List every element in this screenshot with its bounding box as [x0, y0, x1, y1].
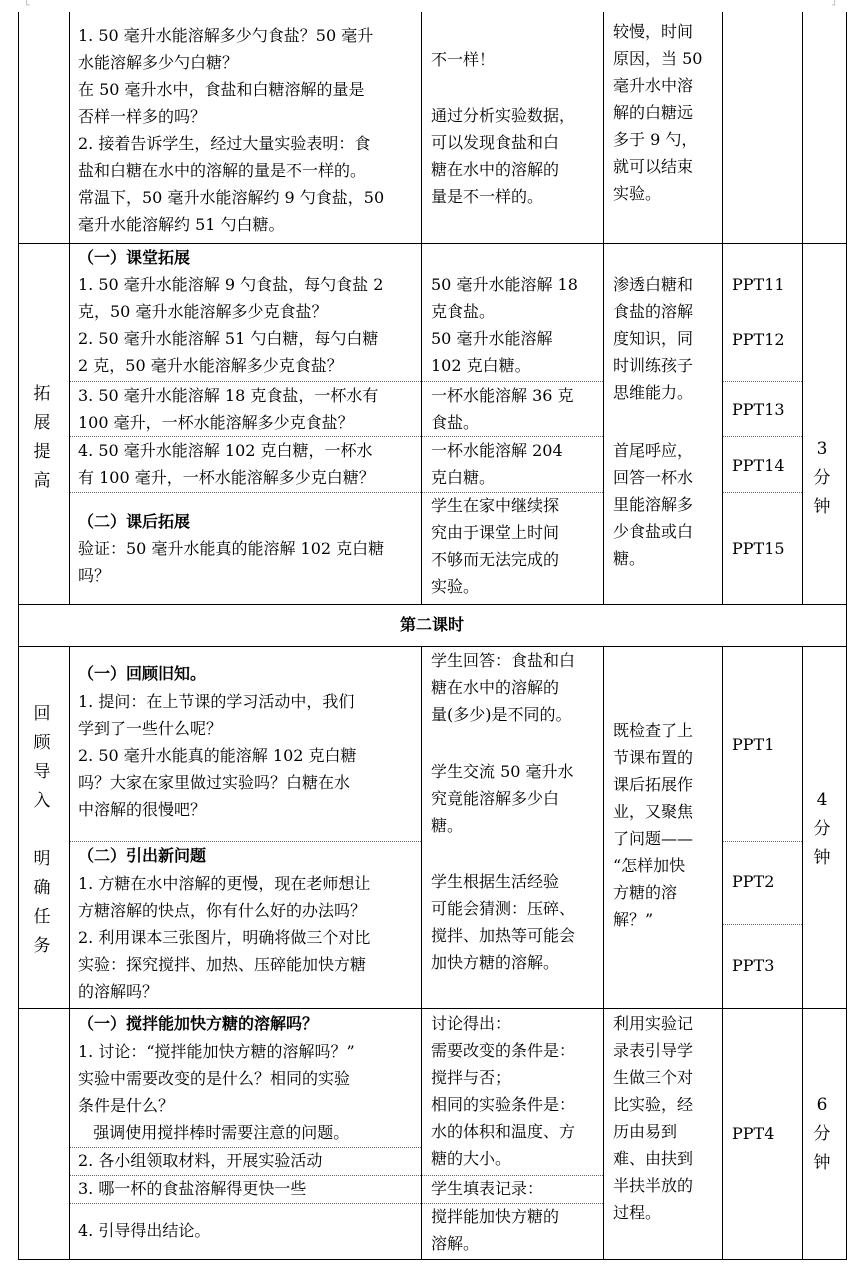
- vertical-char: 分: [813, 468, 831, 488]
- text-line: 糖的大小。: [431, 1149, 512, 1168]
- teacher-activity-text: [78, 1147, 322, 1174]
- vertical-char: 入: [33, 791, 51, 811]
- teacher-activity-text: [78, 271, 383, 379]
- stage-label: [32, 380, 52, 496]
- student-activity-text: [431, 1010, 575, 1172]
- text-line: 中溶解的很慢吧？: [78, 800, 207, 819]
- text-line: 加快方糖的溶解。: [431, 953, 560, 972]
- ppt-label: PPT14: [732, 456, 785, 475]
- text-line: 思维能力。: [613, 383, 694, 402]
- ppt-label: PPT1: [732, 735, 775, 754]
- student-activity-text: [431, 1203, 559, 1257]
- text-line: （一）课堂拓展: [78, 248, 191, 267]
- text-line: （二）引出新问题: [78, 846, 207, 865]
- text-line: 克食盐。: [431, 302, 496, 321]
- section-heading: [78, 508, 190, 535]
- text-line: 学到了一些什么呢？: [78, 719, 223, 738]
- text-line: 水的体积和温度、方: [431, 1122, 576, 1141]
- text-line: 相同的实验条件是：: [431, 1095, 576, 1114]
- text-line: 2 克，50 毫升水能溶解多少克食盐？: [78, 356, 343, 375]
- text-line: 需要改变的条件是：: [431, 1041, 576, 1060]
- vertical-char: 钟: [813, 497, 831, 517]
- text-line: 1. 方糖在水中溶解的更慢，现在老师想让: [78, 874, 371, 893]
- vertical-char: 任: [33, 907, 51, 927]
- text-line: 度知识，同: [613, 329, 694, 348]
- student-activity-text: [431, 102, 575, 210]
- text-line: 渗透白糖和: [613, 275, 694, 294]
- text-line: 比实验，经: [613, 1095, 694, 1114]
- text-line: 糖在水中的溶解的: [431, 678, 560, 697]
- teacher-activity-text: [78, 437, 375, 491]
- text-line: 首尾呼应，: [613, 441, 694, 460]
- section-heading: [78, 1010, 318, 1037]
- text-line: 盐和白糖在水中的溶解的量是不一样的。: [78, 161, 367, 180]
- text-line: 讨论得出：: [431, 1014, 512, 1033]
- text-line: 搅拌能加快方糖的: [431, 1207, 560, 1226]
- student-activity-text: [431, 46, 495, 73]
- text-line: 4. 50 毫升水能溶解 102 克白糖，一杯水: [78, 441, 373, 460]
- text-line: 50 毫升水能溶解 18: [431, 275, 578, 294]
- text-line: 究由于课堂上时间: [431, 523, 560, 542]
- vertical-char: 提: [33, 442, 51, 462]
- text-line: （一）搅拌能加快方糖的溶解吗？: [78, 1014, 319, 1033]
- text-line: 里能溶解多: [613, 495, 694, 514]
- duration-label: [812, 435, 832, 522]
- text-line: 4. 引导得出结论。: [78, 1221, 211, 1240]
- vertical-char: 高: [33, 471, 51, 491]
- text-line: 102 克白糖。: [431, 356, 531, 375]
- text-line: 学生交流 50 毫升水: [431, 762, 574, 781]
- text-line: 克，50 毫升水能溶解多少克食盐？: [78, 302, 328, 321]
- text-line: 吗？大家在家里做过实验吗？白糖在水: [78, 773, 351, 792]
- text-line: 解？”: [613, 910, 654, 929]
- design-intent-text: [613, 271, 693, 406]
- text-line: 实验中需要改变的是什么？相同的实验: [78, 1069, 351, 1088]
- teacher-activity-text: [78, 382, 378, 436]
- text-line: 1. 50 毫升水能溶解 9 勺食盐，每勺食盐 2: [78, 275, 384, 294]
- ppt-label: PPT2: [732, 872, 775, 891]
- text-line: 究竟能溶解多少白: [431, 789, 560, 808]
- vertical-char: 3: [816, 439, 828, 459]
- student-activity-text: [431, 868, 575, 976]
- text-line: 3. 哪一杯的食盐溶解得更快一些: [78, 1179, 307, 1198]
- teacher-activity-text: [78, 535, 384, 589]
- text-line: 吗？: [78, 566, 111, 585]
- text-line: 不一样！: [431, 50, 496, 69]
- vertical-char: 务: [33, 936, 51, 956]
- text-line: 糖。: [613, 549, 646, 568]
- text-line: 可能会猜测：压碎、: [431, 899, 576, 918]
- stage-label: [32, 700, 52, 961]
- text-line: 常温下，50 毫升水能溶解约 9 勺食盐，50: [78, 188, 385, 207]
- ppt-label: PPT13: [732, 400, 785, 419]
- text-line: 难、由扶到: [613, 1149, 694, 1168]
- text-line: 节课布置的: [613, 748, 694, 767]
- ppt-label: PPT12: [732, 330, 785, 349]
- text-line: 2. 50 毫升水能真的能溶解 102 克白糖: [78, 746, 357, 765]
- text-line: 较慢，时间: [613, 22, 694, 41]
- text-line: 量是不一样的。: [431, 187, 544, 206]
- text-line: 糖在水中的溶解的: [431, 160, 560, 179]
- vertical-char: 展: [33, 413, 51, 433]
- vertical-char: [32, 816, 52, 845]
- teacher-activity-text: [78, 22, 384, 238]
- text-line: 水能溶解多少勺白糖？: [78, 53, 239, 72]
- text-line: 就可以结束: [613, 157, 694, 176]
- text-line: 实验。: [431, 577, 480, 596]
- text-line: 一杯水能溶解 36 克: [431, 386, 574, 405]
- text-line: 既检查了上: [613, 721, 694, 740]
- ppt-label: PPT3: [732, 956, 775, 975]
- text-line: 过程。: [613, 1203, 662, 1222]
- text-line: 生做三个对: [613, 1068, 694, 1087]
- text-line: 50 毫升水能溶解: [431, 329, 553, 348]
- text-line: 3. 50 毫升水能溶解 18 克食盐，一杯水有: [78, 386, 379, 405]
- text-line: 半扶半放的: [613, 1176, 694, 1195]
- ppt-label: PPT15: [732, 539, 785, 558]
- section-title: 第二课时: [399, 615, 464, 634]
- design-intent-text: [613, 1010, 693, 1226]
- vertical-char: 顾: [33, 733, 51, 753]
- section-heading: [78, 244, 190, 271]
- vertical-char: 导: [33, 762, 51, 782]
- text-line: 方糖的溶: [613, 883, 678, 902]
- page-top-edge: [0, 0, 864, 14]
- text-line: 历由易到: [613, 1122, 678, 1141]
- duration-label: [812, 1091, 832, 1178]
- design-intent-text: [613, 437, 693, 572]
- ppt-label: PPT11: [732, 275, 785, 294]
- text-line: 可以发现食盐和白: [431, 133, 560, 152]
- vertical-char: 6: [816, 1095, 828, 1115]
- text-line: 1. 50 毫升水能溶解多少勺食盐？50 毫升: [78, 26, 374, 45]
- text-line: 2. 利用课本三张图片，明确将做三个对比: [78, 928, 371, 947]
- teacher-activity-text: [78, 1175, 306, 1202]
- text-line: 时训练孩子: [613, 356, 694, 375]
- vertical-char: 拓: [33, 384, 51, 404]
- student-activity-text: [431, 382, 574, 436]
- text-line: “怎样加快: [613, 856, 686, 875]
- vertical-char: 回: [33, 704, 51, 724]
- text-line: 原因，当 50: [613, 49, 703, 68]
- text-line: 克白糖。: [431, 468, 496, 487]
- text-line: 学生根据生活经验: [431, 872, 560, 891]
- text-line: 的溶解吗？: [78, 982, 159, 1001]
- student-activity-text: [431, 758, 574, 839]
- duration-label: [812, 786, 832, 873]
- text-line: 2. 各小组领取材料，开展实验活动: [78, 1151, 323, 1170]
- text-line: 学生回答：食盐和白: [431, 651, 576, 670]
- text-line: 一杯水能溶解 204: [431, 441, 563, 460]
- text-line: 1. 讨论：“搅拌能加快方糖的溶解吗？”: [78, 1042, 355, 1061]
- text-line: 食盐。: [431, 413, 480, 432]
- text-line: 学生填表记录：: [431, 1179, 544, 1198]
- text-line: （二）课后拓展: [78, 512, 191, 531]
- text-line: 否样一样多的吗？: [78, 107, 207, 126]
- text-line: 搅拌、加热等可能会: [431, 926, 576, 945]
- text-line: 溶解。: [431, 1234, 480, 1253]
- student-activity-text: [431, 647, 575, 728]
- teacher-activity-text: [78, 1038, 355, 1146]
- vertical-char: 分: [813, 819, 831, 839]
- text-line: 100 毫升，一杯水能溶解多少克食盐？: [78, 413, 354, 432]
- text-line: 回答一杯水: [613, 468, 694, 487]
- teacher-activity-text: [78, 870, 370, 1005]
- text-line: 食盐的溶解: [613, 302, 694, 321]
- text-line: 毫升水能溶解约 51 勺白糖。: [78, 215, 285, 234]
- text-line: 量(多少)是不同的。: [431, 705, 572, 724]
- text-line: 在 50 毫升水中，食盐和白糖溶解的量是: [78, 80, 365, 99]
- student-activity-text: [431, 492, 559, 600]
- corner-mark-right: ┘: [832, 1, 838, 11]
- text-line: 解的白糖远: [613, 103, 694, 122]
- vertical-char: 明: [33, 849, 51, 869]
- student-activity-text: [431, 1175, 543, 1202]
- student-activity-text: [431, 437, 563, 491]
- text-line: 少食盐或白: [613, 522, 694, 541]
- text-line: 毫升水中溶: [613, 76, 694, 95]
- vertical-char: 钟: [813, 1153, 831, 1173]
- text-line: 实验：探究搅拌、加热、压碎能加快方糖: [78, 955, 367, 974]
- teacher-activity-text: [78, 688, 357, 823]
- ppt-label: PPT4: [732, 1124, 775, 1143]
- design-intent-text: [613, 18, 702, 207]
- text-line: 通过分析实验数据，: [431, 106, 576, 125]
- teacher-activity-text: [78, 1217, 210, 1244]
- text-line: 1. 提问：在上节课的学习活动中，我们: [78, 692, 355, 711]
- text-line: 搅拌与否；: [431, 1068, 512, 1087]
- text-line: 录表引导学: [613, 1041, 694, 1060]
- text-line: 2. 接着告诉学生，经过大量实验表明：食: [78, 134, 371, 153]
- section-heading: [78, 842, 206, 869]
- text-line: 实验。: [613, 184, 662, 203]
- text-line: （一）回顾旧知。: [78, 664, 207, 683]
- vertical-char: 确: [33, 878, 51, 898]
- text-line: 课后拓展作: [613, 775, 694, 794]
- vertical-char: 钟: [813, 848, 831, 868]
- section-heading: [78, 660, 206, 687]
- text-line: 业，又聚焦: [613, 802, 694, 821]
- text-line: 糖。: [431, 816, 464, 835]
- text-line: 验证：50 毫升水能真的能溶解 102 克白糖: [78, 539, 385, 558]
- text-line: 条件是什么？: [78, 1096, 175, 1115]
- text-line: 强调使用搅拌棒时需要注意的问题。: [78, 1123, 350, 1142]
- text-line: 利用实验记: [613, 1014, 694, 1033]
- text-line: 多于 9 勺，: [613, 130, 698, 149]
- text-line: 学生在家中继续探: [431, 496, 560, 515]
- vertical-char: 4: [816, 790, 828, 810]
- student-activity-text: [431, 271, 578, 379]
- text-line: 2. 50 毫升水能溶解 51 勺白糖，每勺白糖: [78, 329, 379, 348]
- design-intent-text: [613, 717, 693, 933]
- vertical-char: 分: [813, 1124, 831, 1144]
- text-line: 方糖溶解的快点，你有什么好的办法吗？: [78, 901, 367, 920]
- corner-mark-left: └: [24, 1, 30, 11]
- text-line: 了问题——: [613, 829, 694, 848]
- text-line: 不够而无法完成的: [431, 550, 560, 569]
- text-line: 有 100 毫升，一杯水能溶解多少克白糖？: [78, 468, 375, 487]
